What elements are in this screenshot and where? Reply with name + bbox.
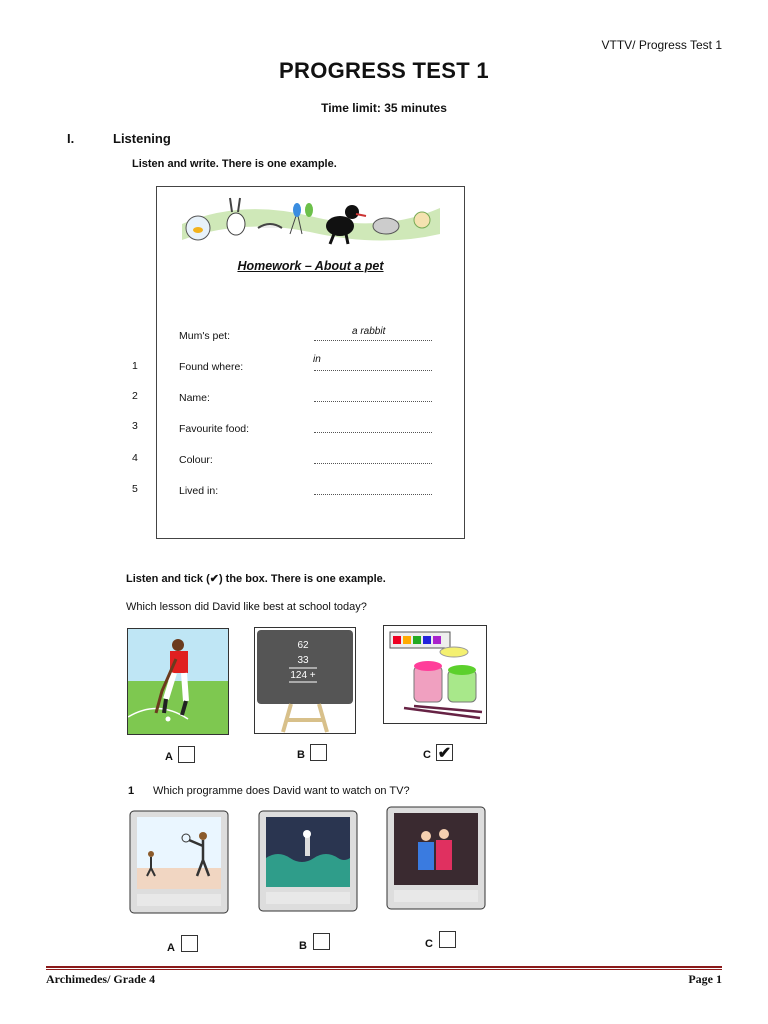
check-mark-icon: ✔ [437, 745, 452, 762]
handwritten-answer: in [313, 354, 321, 365]
row-label: Mum's pet: [179, 330, 231, 342]
question-number: 1 [128, 785, 135, 797]
row-label: Colour: [179, 454, 213, 466]
tv-clowns-picture [386, 806, 486, 910]
page-title: PROGRESS TEST 1 [279, 58, 489, 83]
row-label: Found where: [179, 361, 244, 373]
running-header: VTTV/ Progress Test 1 [601, 38, 722, 52]
option-label-c: C [425, 938, 433, 950]
row-number: 4 [132, 452, 138, 464]
example-checkbox-a[interactable] [178, 746, 195, 763]
board-number: 124 + [290, 670, 316, 681]
answer-line[interactable] [314, 370, 432, 371]
answer-line[interactable] [314, 494, 432, 495]
row-number: 3 [132, 420, 138, 432]
footer-rule [46, 966, 722, 968]
option-label-c: C [423, 749, 431, 761]
row-label: Lived in: [179, 485, 219, 497]
section-number: I. [67, 131, 75, 146]
footer-left: Archimedes/ Grade 4 [46, 972, 156, 986]
option-label-a: A [165, 751, 173, 763]
example-question: Which lesson did David like best at school today? [126, 601, 367, 613]
q1-checkbox-a[interactable] [181, 935, 198, 952]
handwritten-answer: a rabbit [352, 326, 386, 337]
answer-line[interactable] [314, 432, 432, 433]
hockey-picture [127, 628, 229, 735]
row-number: 2 [132, 390, 138, 402]
board-number: 62 [297, 640, 309, 651]
part2-instruction: Listen and tick (✔) the box. There is one example. [126, 573, 386, 585]
option-label-b: B [297, 749, 305, 761]
homework-title: Homework – About a pet [237, 259, 384, 273]
pets-illustration [180, 194, 442, 248]
question-1: Which programme does David want to watch on TV? [153, 785, 410, 797]
time-limit: Time limit: 35 minutes [321, 101, 447, 115]
footer-rule [46, 969, 722, 970]
row-label: Name: [179, 392, 210, 404]
example-checkbox-b[interactable] [310, 744, 327, 761]
section-title: Listening [113, 131, 171, 146]
option-label-b: B [299, 940, 307, 952]
part1-instruction: Listen and write. There is one example. [132, 158, 337, 170]
row-number: 5 [132, 483, 138, 495]
row-label: Favourite food: [179, 423, 250, 435]
tv-sea-picture [258, 810, 358, 912]
option-label-a: A [167, 942, 175, 954]
answer-line [314, 340, 432, 341]
answer-line[interactable] [314, 463, 432, 464]
board-number: 33 [297, 655, 309, 666]
q1-checkbox-c[interactable] [439, 931, 456, 948]
paints-picture [383, 625, 487, 724]
maths-blackboard-picture [254, 627, 356, 734]
example-checkbox-c[interactable] [436, 744, 453, 761]
q1-checkbox-b[interactable] [313, 933, 330, 950]
row-number: 1 [132, 360, 138, 372]
page-number: Page 1 [688, 972, 722, 986]
tv-tennis-picture [129, 810, 229, 914]
answer-line[interactable] [314, 401, 432, 402]
